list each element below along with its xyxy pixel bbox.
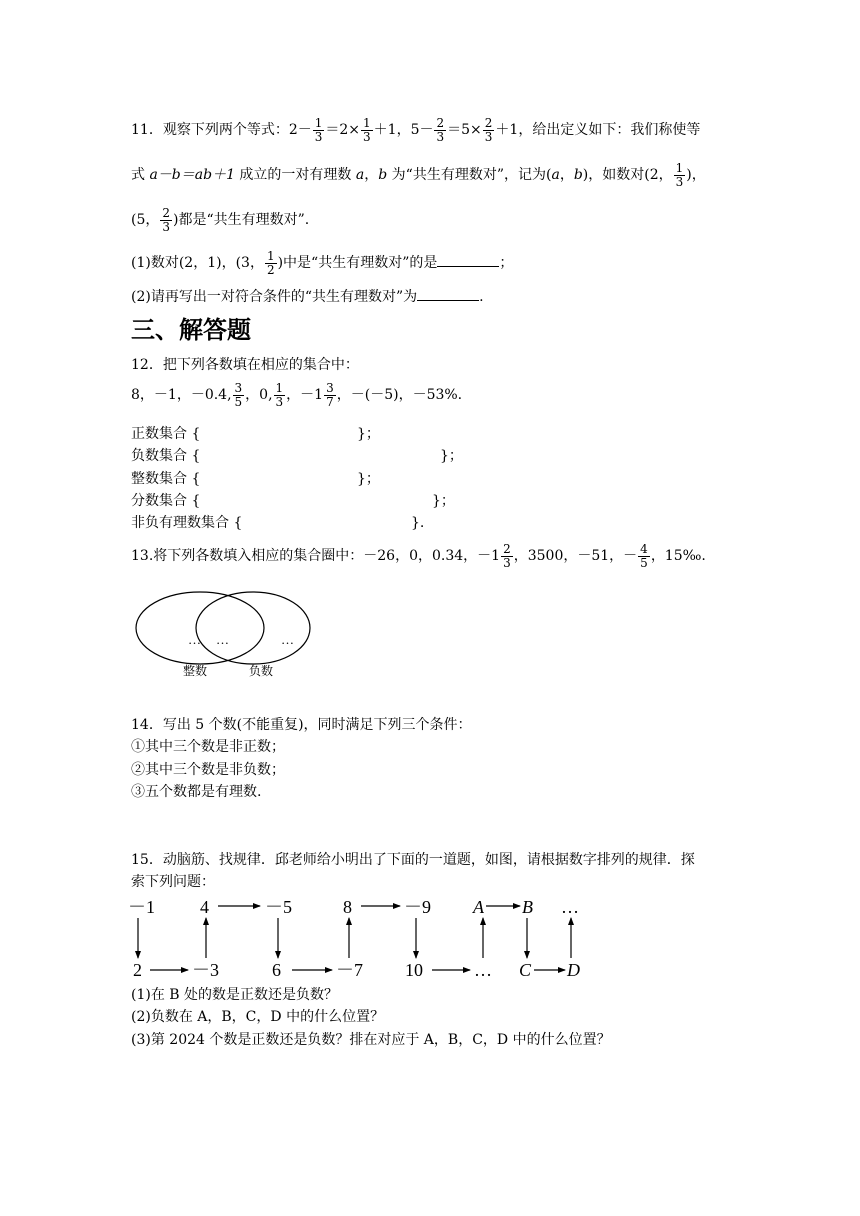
fraction: $\frac{2}{3}$ [503, 542, 511, 570]
fraction: $\frac{2}{3}$ [162, 206, 171, 234]
set-nonnegative-close: }. [411, 515, 425, 531]
diagram-bottom-3: 6 [272, 960, 281, 980]
fraction: $\frac{2}{3}$ [436, 116, 445, 144]
diagram-bottom-2: －3 [192, 960, 219, 980]
set-negative-close: }； [440, 448, 463, 464]
venn-dots-middle: … [216, 632, 229, 647]
fraction: $\frac{1}{3}$ [363, 116, 371, 144]
venn-dots-left: … [188, 632, 201, 647]
q11-line3: (5， $\frac{2}{3}$ )都是“共生有理数对”. [131, 206, 310, 234]
set-integer-close: }； [357, 471, 380, 487]
set-nonnegative: 非负有理数集合 { [131, 515, 243, 531]
q14-condition-3: ③五个数都是有理数. [131, 784, 262, 800]
diagram-top-5: －9 [404, 897, 431, 917]
q11-line1: 11．观察下列两个等式：2－ $\frac{1}{3}$ ＝2× $\frac{1}{3}$ ＋1，5－ $\frac{2}{3}$ ＝5× $\frac{2}{3}$ ＋1，给出定义如下：我们称使等 [131, 116, 701, 144]
fraction: $\frac{1}{2}$ [266, 249, 275, 277]
q15-question-1: (1)在 B 处的数是正数还是负数？ [131, 987, 339, 1003]
q15-question-2: (2)负数在 A，B，C，D 中的什么位置？ [131, 1009, 385, 1025]
diagram-bottom-D: D [567, 960, 580, 980]
diagram-bottom-dots: … [474, 960, 492, 980]
fraction: $\frac{1}{3}$ [675, 161, 684, 189]
q13-title: 13.将下列各数填入相应的集合圈中：－26，0，0.34，－1 $\frac{2}{3}$ ，3500，－51，－ $\frac{4}{5}$ ，15‰. [131, 542, 706, 570]
set-fraction: 分数集合 { [131, 493, 201, 509]
diagram-top-1: －1 [128, 897, 155, 917]
diagram-top-2: 4 [200, 897, 209, 917]
q15-title-line1: 15．动脑筋、找规律．邱老师给小明出了下面的一道题，如图，请根据数字排列的规律．探 [131, 852, 695, 868]
fraction: $\frac{3}{5}$ [234, 381, 243, 409]
section-heading: 三、解答题 [131, 316, 251, 344]
q15-question-3: (3)第 2024 个数是正数还是负数？排在对应于 A，B，C，D 中的什么位置？ [131, 1032, 611, 1048]
diagram-top-A: A [473, 897, 484, 917]
q12-numbers: 8，－1，－0.4, $\frac{3}{5}$ ，0, $\frac{1}{3}$ ，－1 $\frac{3}{7}$ ，－(－5)，－53%. [131, 381, 463, 409]
diagram-bottom-4: －7 [336, 960, 363, 980]
set-negative: 负数集合 { [131, 448, 201, 464]
venn-label-integers: 整数 [183, 664, 208, 678]
diagram-top-B: B [522, 897, 533, 917]
diagram-bottom-5: 10 [405, 960, 423, 980]
q11-line2: 式 a－b＝ab＋1 成立的一对有理数 a，b 为“共生有理数对”，记为(a，b)，如数对(2， $\frac{1}{3}$ )， [131, 161, 706, 189]
diagram-top-dots: … [561, 897, 579, 917]
diagram-top-4: 8 [343, 897, 352, 917]
fraction: $\frac{1}{3}$ [314, 116, 323, 144]
q14-condition-1: ①其中三个数是非正数； [131, 739, 285, 755]
q15-title-line2: 索下列问题： [131, 874, 215, 890]
fraction: $\frac{3}{7}$ [326, 381, 334, 409]
set-positive: 正数集合 { [131, 426, 201, 442]
q14-title: 14．写出 5 个数(不能重复)，同时满足下列三个条件： [131, 717, 472, 733]
set-integer: 整数集合 { [131, 471, 201, 487]
venn-label-negatives: 负数 [249, 664, 274, 678]
fraction: $\frac{2}{3}$ [484, 116, 493, 144]
diagram-bottom-1: 2 [133, 960, 142, 980]
diagram-bottom-C: C [519, 960, 532, 980]
q11-part2: (2)请再写出一对符合条件的“共生有理数对”为 . [131, 289, 484, 305]
set-fraction-close: }； [432, 493, 455, 509]
venn-dots-right: … [281, 632, 294, 647]
diagram-top-3: －5 [265, 897, 292, 917]
fraction: $\frac{4}{5}$ [640, 542, 648, 570]
fraction: $\frac{1}{3}$ [275, 381, 284, 409]
q14-condition-2: ②其中三个数是非负数； [131, 762, 285, 778]
q12-title: 12．把下列各数填在相应的集合中： [131, 357, 359, 373]
q11-part1: (1)数对(2，1)，(3， $\frac{1}{2}$ )中是“共生有理数对”的是 ； [131, 249, 514, 277]
set-positive-close: }； [357, 426, 380, 442]
